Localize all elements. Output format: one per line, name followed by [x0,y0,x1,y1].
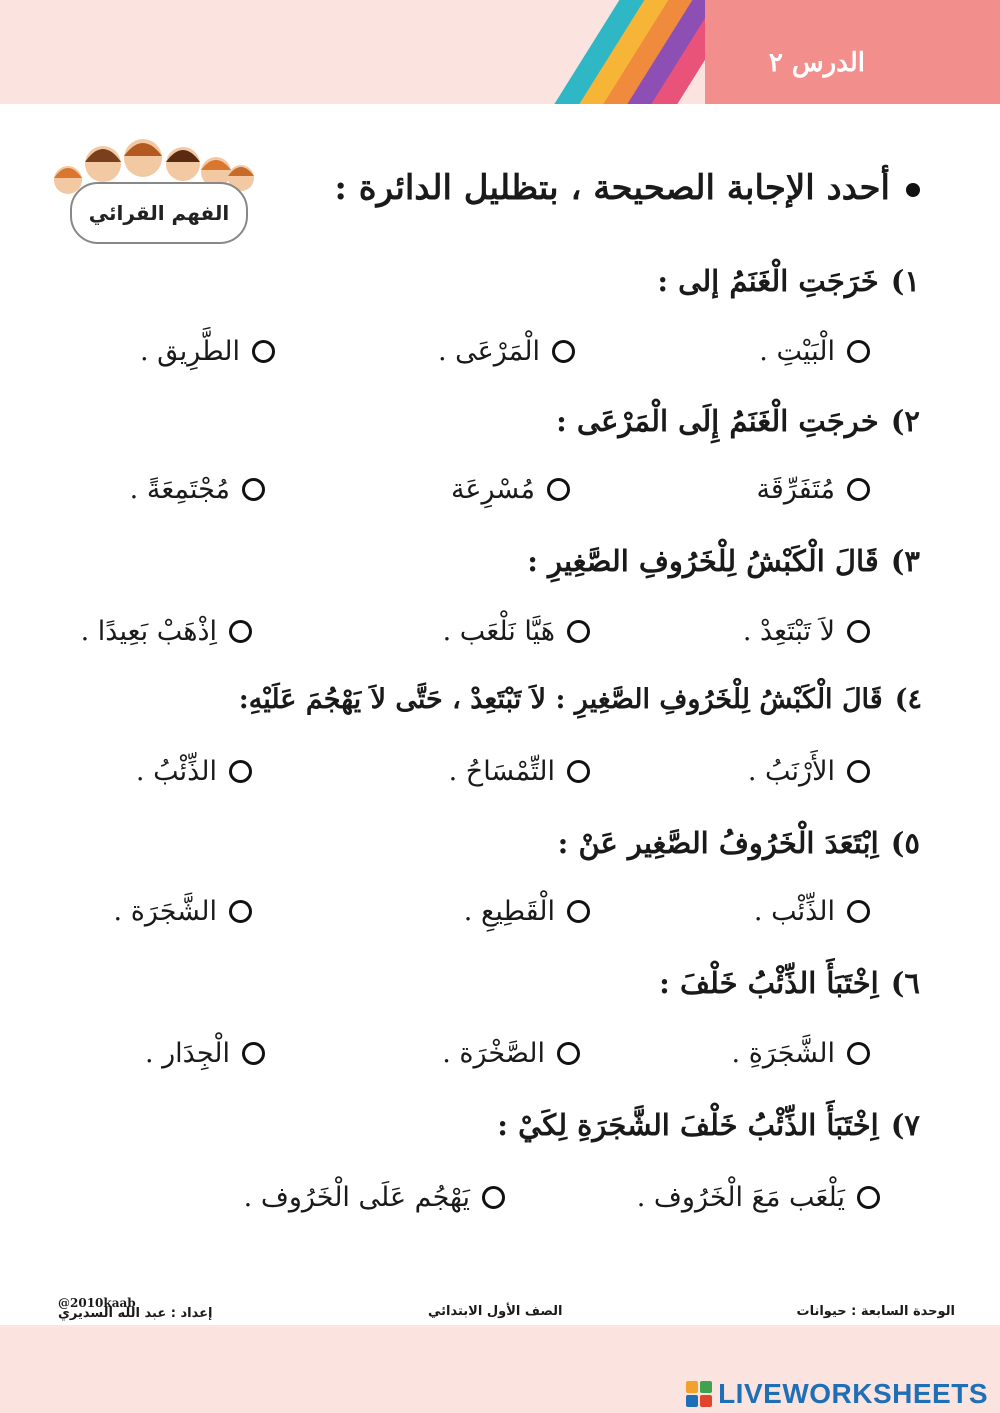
option-label: يَهْجُم عَلَى الْخَرُوف . [243,1182,470,1213]
reading-comprehension-badge [70,182,248,244]
option-label: لاَ تَبْتَعِدْ . [742,616,835,647]
radio-circle-icon[interactable] [552,340,575,363]
question-number: ٦) [890,966,920,1000]
question-number: ٤) [894,684,922,715]
radio-circle-icon[interactable] [567,900,590,923]
radio-circle-icon[interactable] [242,1042,265,1065]
option-label: يَلْعَب مَعَ الْخَرُوف . [636,1182,845,1213]
option-2a[interactable] [756,474,870,505]
option-label: مُسْرِعَة [450,474,535,505]
question-7 [497,1108,920,1142]
option-label: الْقَطِيعِ . [463,896,555,927]
radio-circle-icon[interactable] [482,1186,505,1209]
radio-circle-icon[interactable] [847,340,870,363]
question-text: اِخْتَبَأَ الذِّئْبُ خَلْفَ : [659,966,879,1000]
liveworksheets-grid-icon [686,1381,712,1407]
option-5a[interactable] [754,896,870,927]
option-7a[interactable] [637,1182,880,1213]
question-text: خرجَتِ الْغَنَمُ إِلَى الْمَرْعَى : [556,404,879,438]
option-label: مُجْتَمِعَةً . [129,474,230,505]
option-label: الصَّخْرَة . [442,1038,545,1069]
question-text: خَرَجَتِ الْغَنَمُ إلى : [657,264,879,298]
question-number: ٧) [890,1108,920,1142]
radio-circle-icon[interactable] [229,620,252,643]
question-2 [556,404,920,438]
question-text: قَالَ الْكَبْشُ لِلْخَرُوفِ الصَّغِيرِ : [527,544,879,578]
radio-circle-icon[interactable] [567,760,590,783]
question-6 [659,966,920,1000]
question-5 [558,826,920,860]
option-label: هَيَّا نَلْعَب . [442,616,555,647]
option-1c[interactable] [140,336,275,367]
option-label: الشَّجَرَة . [113,896,217,927]
option-6b[interactable] [442,1038,580,1069]
question-3 [527,544,920,578]
question-text: قَالَ الْكَبْشُ لِلْخَرُوفِ الصَّغِيرِ : لاَ تَبْتَعِدْ ، حَتَّى لاَ يَهْجُمَ عَلَيْهِ: [238,684,883,715]
option-2c[interactable] [130,474,265,505]
option-label: الذِّئْبُ . [135,756,217,787]
radio-circle-icon[interactable] [567,620,590,643]
option-3c[interactable] [81,616,252,647]
liveworksheets-logo [686,1378,988,1410]
radio-circle-icon[interactable] [847,620,870,643]
title-text: أحدد الإجابة الصحيحة ، بتظليل الدائرة : [334,168,890,208]
option-label: الشَّجَرَةِ . [731,1038,835,1069]
radio-circle-icon[interactable] [557,1042,580,1065]
option-label: الْجِدَار . [144,1038,230,1069]
radio-circle-icon[interactable] [847,900,870,923]
option-label: مُتَفَرِّقَة [756,474,835,505]
option-label: الْبَيْتِ . [759,336,835,367]
option-label: التِّمْسَاحُ . [448,756,555,787]
question-number: ١) [890,264,920,298]
option-label: الذِّئْب . [753,896,835,927]
radio-circle-icon[interactable] [847,1042,870,1065]
option-2b[interactable] [451,474,570,505]
option-4c[interactable] [136,756,252,787]
bullet-icon [906,183,920,197]
question-1 [657,264,920,298]
option-7b[interactable] [244,1182,505,1213]
option-label: الأَرْنَبُ . [747,756,835,787]
header-banner [0,0,1000,104]
option-label: الْمَرْعَى . [437,336,540,367]
option-3b[interactable] [443,616,590,647]
radio-circle-icon[interactable] [847,760,870,783]
option-1b[interactable] [438,336,575,367]
radio-circle-icon[interactable] [547,478,570,501]
question-text: اِخْتَبَأَ الذِّئْبُ خَلْفَ الشَّجَرَةِ لِكَيْ : [497,1108,879,1142]
author-label: إعداد : عبد الله السديري [58,1306,213,1321]
author-handle: @2010kaab [58,1296,136,1310]
radio-circle-icon[interactable] [857,1186,880,1209]
question-number: ٢) [890,404,920,438]
option-label: اِذْهَبْ بَعِيدًا . [80,616,217,647]
radio-circle-icon[interactable] [229,900,252,923]
badge-label: الفهم القرائي [88,201,230,225]
option-4a[interactable] [748,756,870,787]
option-label: الطَّرِيق . [140,336,240,367]
radio-circle-icon[interactable] [847,478,870,501]
question-4 [239,684,922,715]
option-3a[interactable] [743,616,870,647]
radio-circle-icon[interactable] [252,340,275,363]
option-6a[interactable] [732,1038,870,1069]
question-text: اِبْتَعَدَ الْخَرُوفُ الصَّغِير عَنْ : [557,826,879,860]
page-title [334,168,920,208]
brand-text: LIVEWORKSHEETS [718,1378,988,1409]
option-5b[interactable] [464,896,590,927]
option-5c[interactable] [114,896,252,927]
radio-circle-icon[interactable] [242,478,265,501]
option-4b[interactable] [449,756,590,787]
option-1a[interactable] [759,336,870,367]
lesson-label: الدرس ٢ [768,48,865,78]
unit-label: الوحدة السابعة : حيوانات [796,1304,955,1319]
question-number: ٣) [890,544,920,578]
grade-label: الصف الأول الابتدائي [428,1304,563,1319]
radio-circle-icon[interactable] [229,760,252,783]
question-number: ٥) [890,826,920,860]
option-6c[interactable] [145,1038,265,1069]
